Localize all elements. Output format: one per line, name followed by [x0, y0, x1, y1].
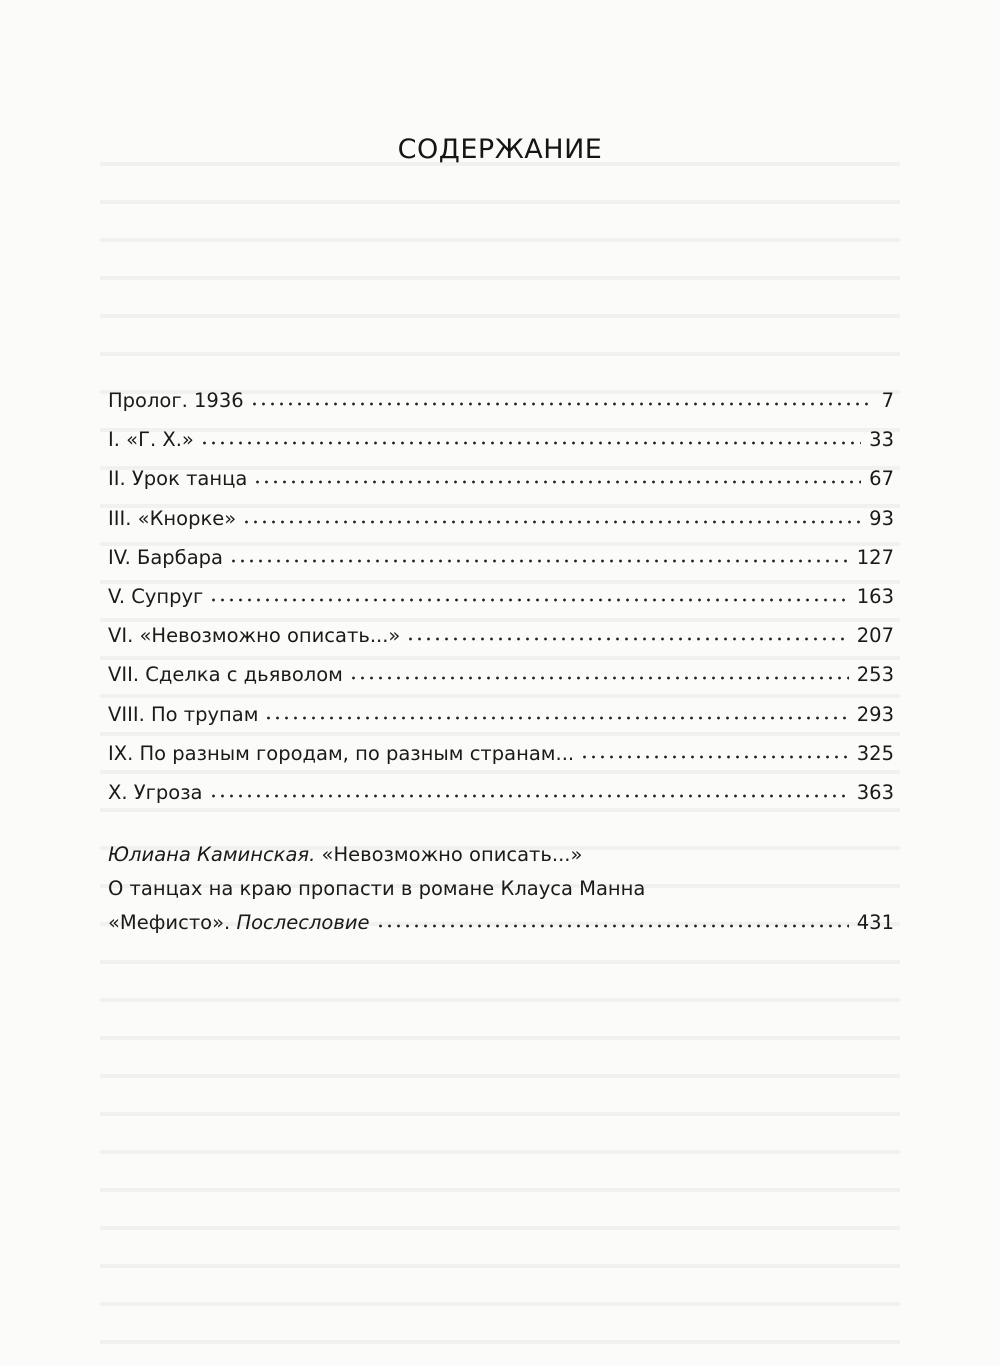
dot-leader	[250, 385, 874, 409]
dot-leader	[406, 620, 848, 644]
dot-leader	[376, 907, 849, 931]
toc-entry[interactable]	[108, 616, 894, 655]
toc-entry-page: 325	[856, 741, 894, 765]
toc-entry-page: 7	[881, 389, 894, 412]
toc-entry-label: III. «Кнорке»	[108, 506, 237, 530]
dot-leader	[580, 738, 849, 762]
toc-entry-page: 207	[856, 624, 894, 648]
afterword-line-1	[108, 838, 894, 872]
dot-leader	[264, 699, 848, 723]
toc-entry-page: 293	[856, 702, 894, 726]
toc-entry-label: X. Угроза	[108, 780, 203, 804]
dot-leader	[349, 659, 849, 683]
toc-entry[interactable]	[108, 420, 894, 459]
toc-entry[interactable]	[108, 499, 894, 538]
dot-leader	[229, 542, 849, 566]
afterword-line-3	[108, 905, 894, 939]
afterword-label: Послесловие	[236, 911, 370, 934]
afterword-line-2	[108, 872, 894, 906]
toc-entry-page: 67	[869, 467, 894, 491]
afterword-title-part-1: «Невозможно описать...»	[321, 843, 583, 866]
afterword-author: Юлиана Каминская.	[108, 843, 316, 866]
afterword-line-3-label	[108, 906, 376, 939]
toc-entry-label: Пролог. 1936	[108, 389, 244, 412]
page-title: СОДЕРЖАНИЕ	[397, 134, 603, 165]
toc-entry[interactable]	[108, 459, 894, 498]
toc-entry-label: II. Урок танца	[108, 467, 248, 491]
toc-entry-label: V. Супруг	[108, 584, 204, 608]
toc-entry[interactable]	[108, 695, 894, 734]
toc-entry-page: 93	[869, 506, 894, 530]
toc-entry-page: 33	[869, 428, 894, 452]
dot-leader	[242, 503, 861, 527]
table-of-contents	[108, 381, 894, 812]
toc-entry-label: VIII. По трупам	[108, 702, 259, 726]
toc-entry[interactable]	[108, 381, 894, 420]
toc-entry[interactable]	[108, 577, 894, 616]
dot-leader	[209, 777, 849, 801]
afterword-entry[interactable]	[108, 838, 894, 939]
toc-entry-page: 163	[856, 584, 894, 608]
toc-entry[interactable]	[108, 538, 894, 577]
toc-entry[interactable]	[108, 734, 894, 773]
toc-entry-label: IX. По разным городам, по разным странам...	[108, 741, 575, 765]
toc-entry-page: 127	[856, 545, 894, 569]
dot-leader	[200, 424, 861, 448]
toc-entry-label: I. «Г. Х.»	[108, 428, 194, 452]
afterword-title-part-3: «Мефисто».	[108, 911, 231, 934]
toc-entry-label: VI. «Невозможно описать...»	[108, 624, 401, 648]
dot-leader	[253, 463, 861, 487]
toc-entry-page: 253	[856, 663, 894, 687]
dot-leader	[209, 581, 848, 605]
afterword-title-part-2: О танцах на краю пропасти в романе Клауса Манна	[108, 876, 646, 900]
toc-entry-page: 363	[856, 780, 894, 804]
toc-entry[interactable]	[108, 655, 894, 694]
toc-entry-label: VII. Сделка с дьяволом	[108, 663, 343, 687]
toc-entry[interactable]	[108, 773, 894, 812]
afterword-page: 431	[856, 911, 894, 934]
toc-entry-label: IV. Барбара	[108, 545, 223, 569]
